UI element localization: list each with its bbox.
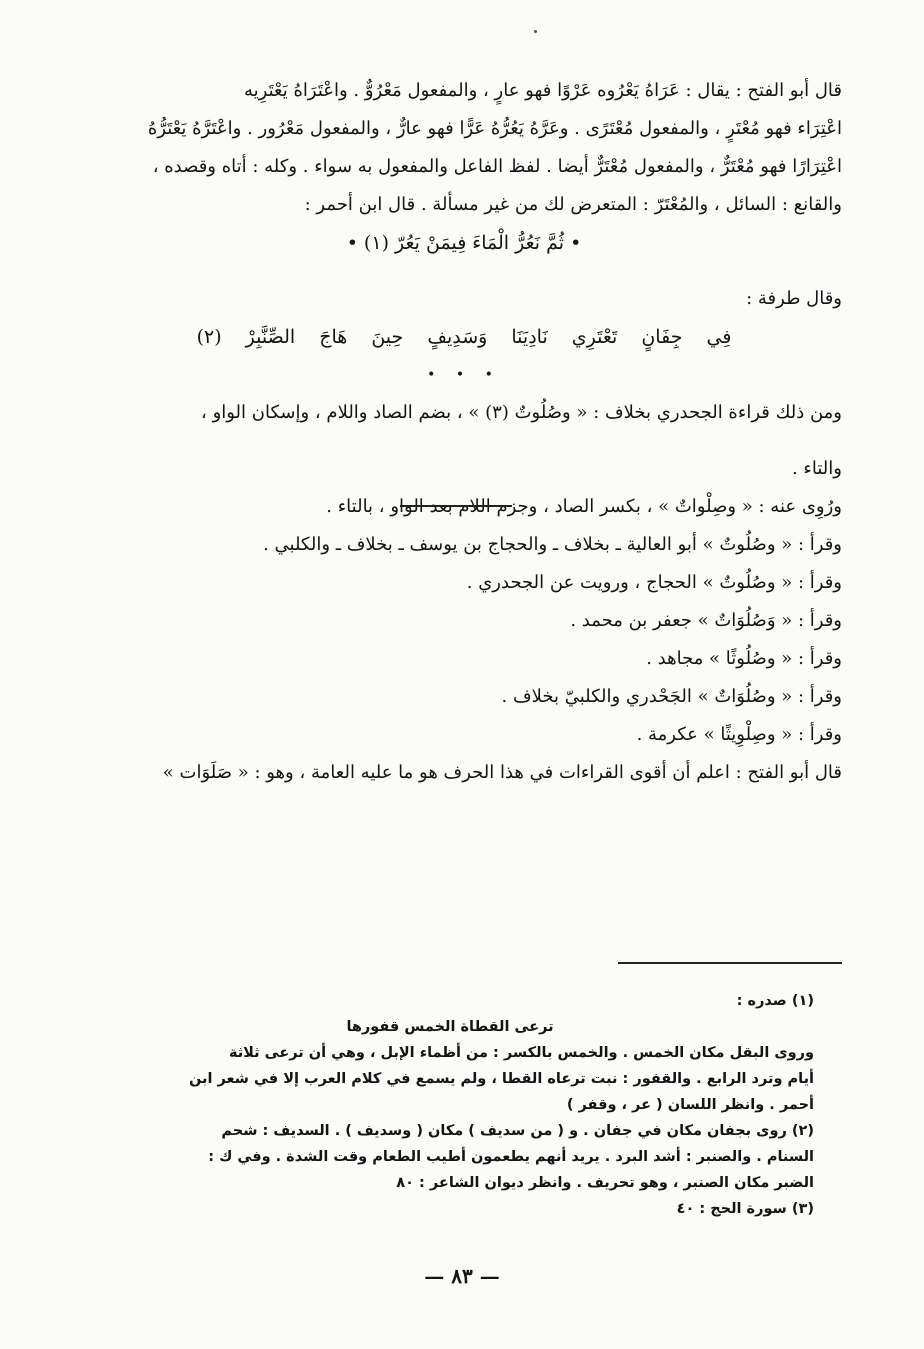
reading-line: ومن ذلك قراءة الجحدري بخلاف : « وصُلُوتٌ (٣) » ، بضم الصاد واللام ، وإسكان الواو ، [201, 402, 842, 423]
reading-line: قال أبو الفتح : اعلم أن أقوى القراءات في هذا الحرف هو ما عليه العامة ، وهو : « صَلَوَات » [162, 762, 842, 783]
footnote-line: (٣) سورة الحج : ٤٠ [676, 1201, 814, 1217]
body-line: قال أبو الفتح : يقال : عَرَاهُ يَعْرُوه عَرْوًا فهو عارٍ ، والمفعول مَعْرُوٌّ . واعْتَرَاهُ يَعْتَرِيه [244, 80, 842, 101]
main-text [86, 72, 842, 792]
body-line: والقانع : السائل ، والمُعْتَرّ : المتعرض لك من غير مسألة . قال ابن أحمر : [304, 194, 842, 215]
footnote-line: ترعى القطاة الخمس قفورها [346, 1019, 554, 1035]
footnote-line: (٢) روى بجفان مكان في جفان . و ( من سديف ) مكان ( وسديف ) . السديف : شحم [221, 1123, 814, 1139]
reading-line: وقرأ : « وصُلُوتٌ » أبو العالية ـ بخلاف ـ والحجاج بن يوسف ـ بخلاف ـ والكلبي . [263, 534, 842, 555]
verse-tarafa: فِي جِفَانٍ تَعْتَرِي نَادِيَنَا وَسَدِيفٍ حِينَ هَاجَ الصِّنَّبِرْ (٢) [196, 326, 732, 348]
footnote-line: أيام وترد الرابع . والقفور : نبت ترعاه القطا ، ولم يسمع في كلام العرب إلا في شعر ابن [188, 1071, 814, 1087]
reading-line: وقرأ : « وَصُلُوَاتٌ » جعفر بن محمد . [570, 610, 842, 631]
body-line: اعْتِرَاء فهو مُعْتَرٍ ، والمفعول مُعْتَرًى . وعَرَّهُ يَعُرُّهُ عَرًّا فهو عارٌّ ، والمفعول مَعْرُور . واعْتَرَّهُ يَعْتَرُّهُ [147, 118, 842, 139]
reading-line: وقرأ : « وصُلُوثًا » مجاهد . [646, 648, 842, 669]
footnote-line: الضبر مكان الصنبر ، وهو تحريف . وانظر ديوان الشاعر : ٨٠ [396, 1175, 814, 1191]
footnote-line: وروى البقل مكان الخمس . والخمس بالكسر : من أظماء الإبل ، وهي أن ترعى ثلاثة [228, 1045, 814, 1061]
section-separator: • • • [427, 367, 501, 383]
reading-line: وقرأ : « وصِلْوِيثًا » عكرمة . [636, 724, 842, 745]
footnote-line: (١) صدره : [736, 993, 814, 1009]
footnote-line: السنام . والصنبر : أشد البرد . يريد أنهم يطعمون أطيب الطعام وقت الشدة . وفي ك : [208, 1149, 814, 1165]
reading-line: ورُوِى عنه : « وصِلْواتٌ » ، بكسر الصاد ، وجزم اللام بعد الواو ، بالتاء . [326, 496, 842, 517]
body-line: اعْتِرَارًا فهو مُعْتَرٌّ ، والمفعول مُعْتَرٌّ أيضا . لفظ الفاعل والمفعول به سواء . وكله : أتاه وقصده ، [152, 156, 842, 177]
reading-line: وقرأ : « وصُلُوَاتٌ » الجَحْدري والكلبيّ بخلاف . [501, 686, 842, 707]
verse-ibn-ahmar: • ثُمَّ نَعُرُّ الْمَاءَ فِيمَنْ يَعُرّ (١) • [346, 232, 582, 254]
footnote-rule [618, 962, 842, 964]
footnote-line: أحمر . وانظر اللسان ( عر ، وقفر ) [566, 1097, 814, 1113]
reading-line: وقرأ : « وصُلُوتٌ » الحجاج ، ورويت عن الجحدري . [466, 572, 842, 593]
reading-line: والتاء . [791, 458, 842, 479]
intro-tarafa: وقال طرفة : [746, 288, 842, 309]
page-number: — ٨٣ — [424, 1264, 500, 1288]
scan-dot [534, 30, 537, 33]
underline-mark [400, 505, 512, 507]
footnotes [86, 988, 814, 1222]
